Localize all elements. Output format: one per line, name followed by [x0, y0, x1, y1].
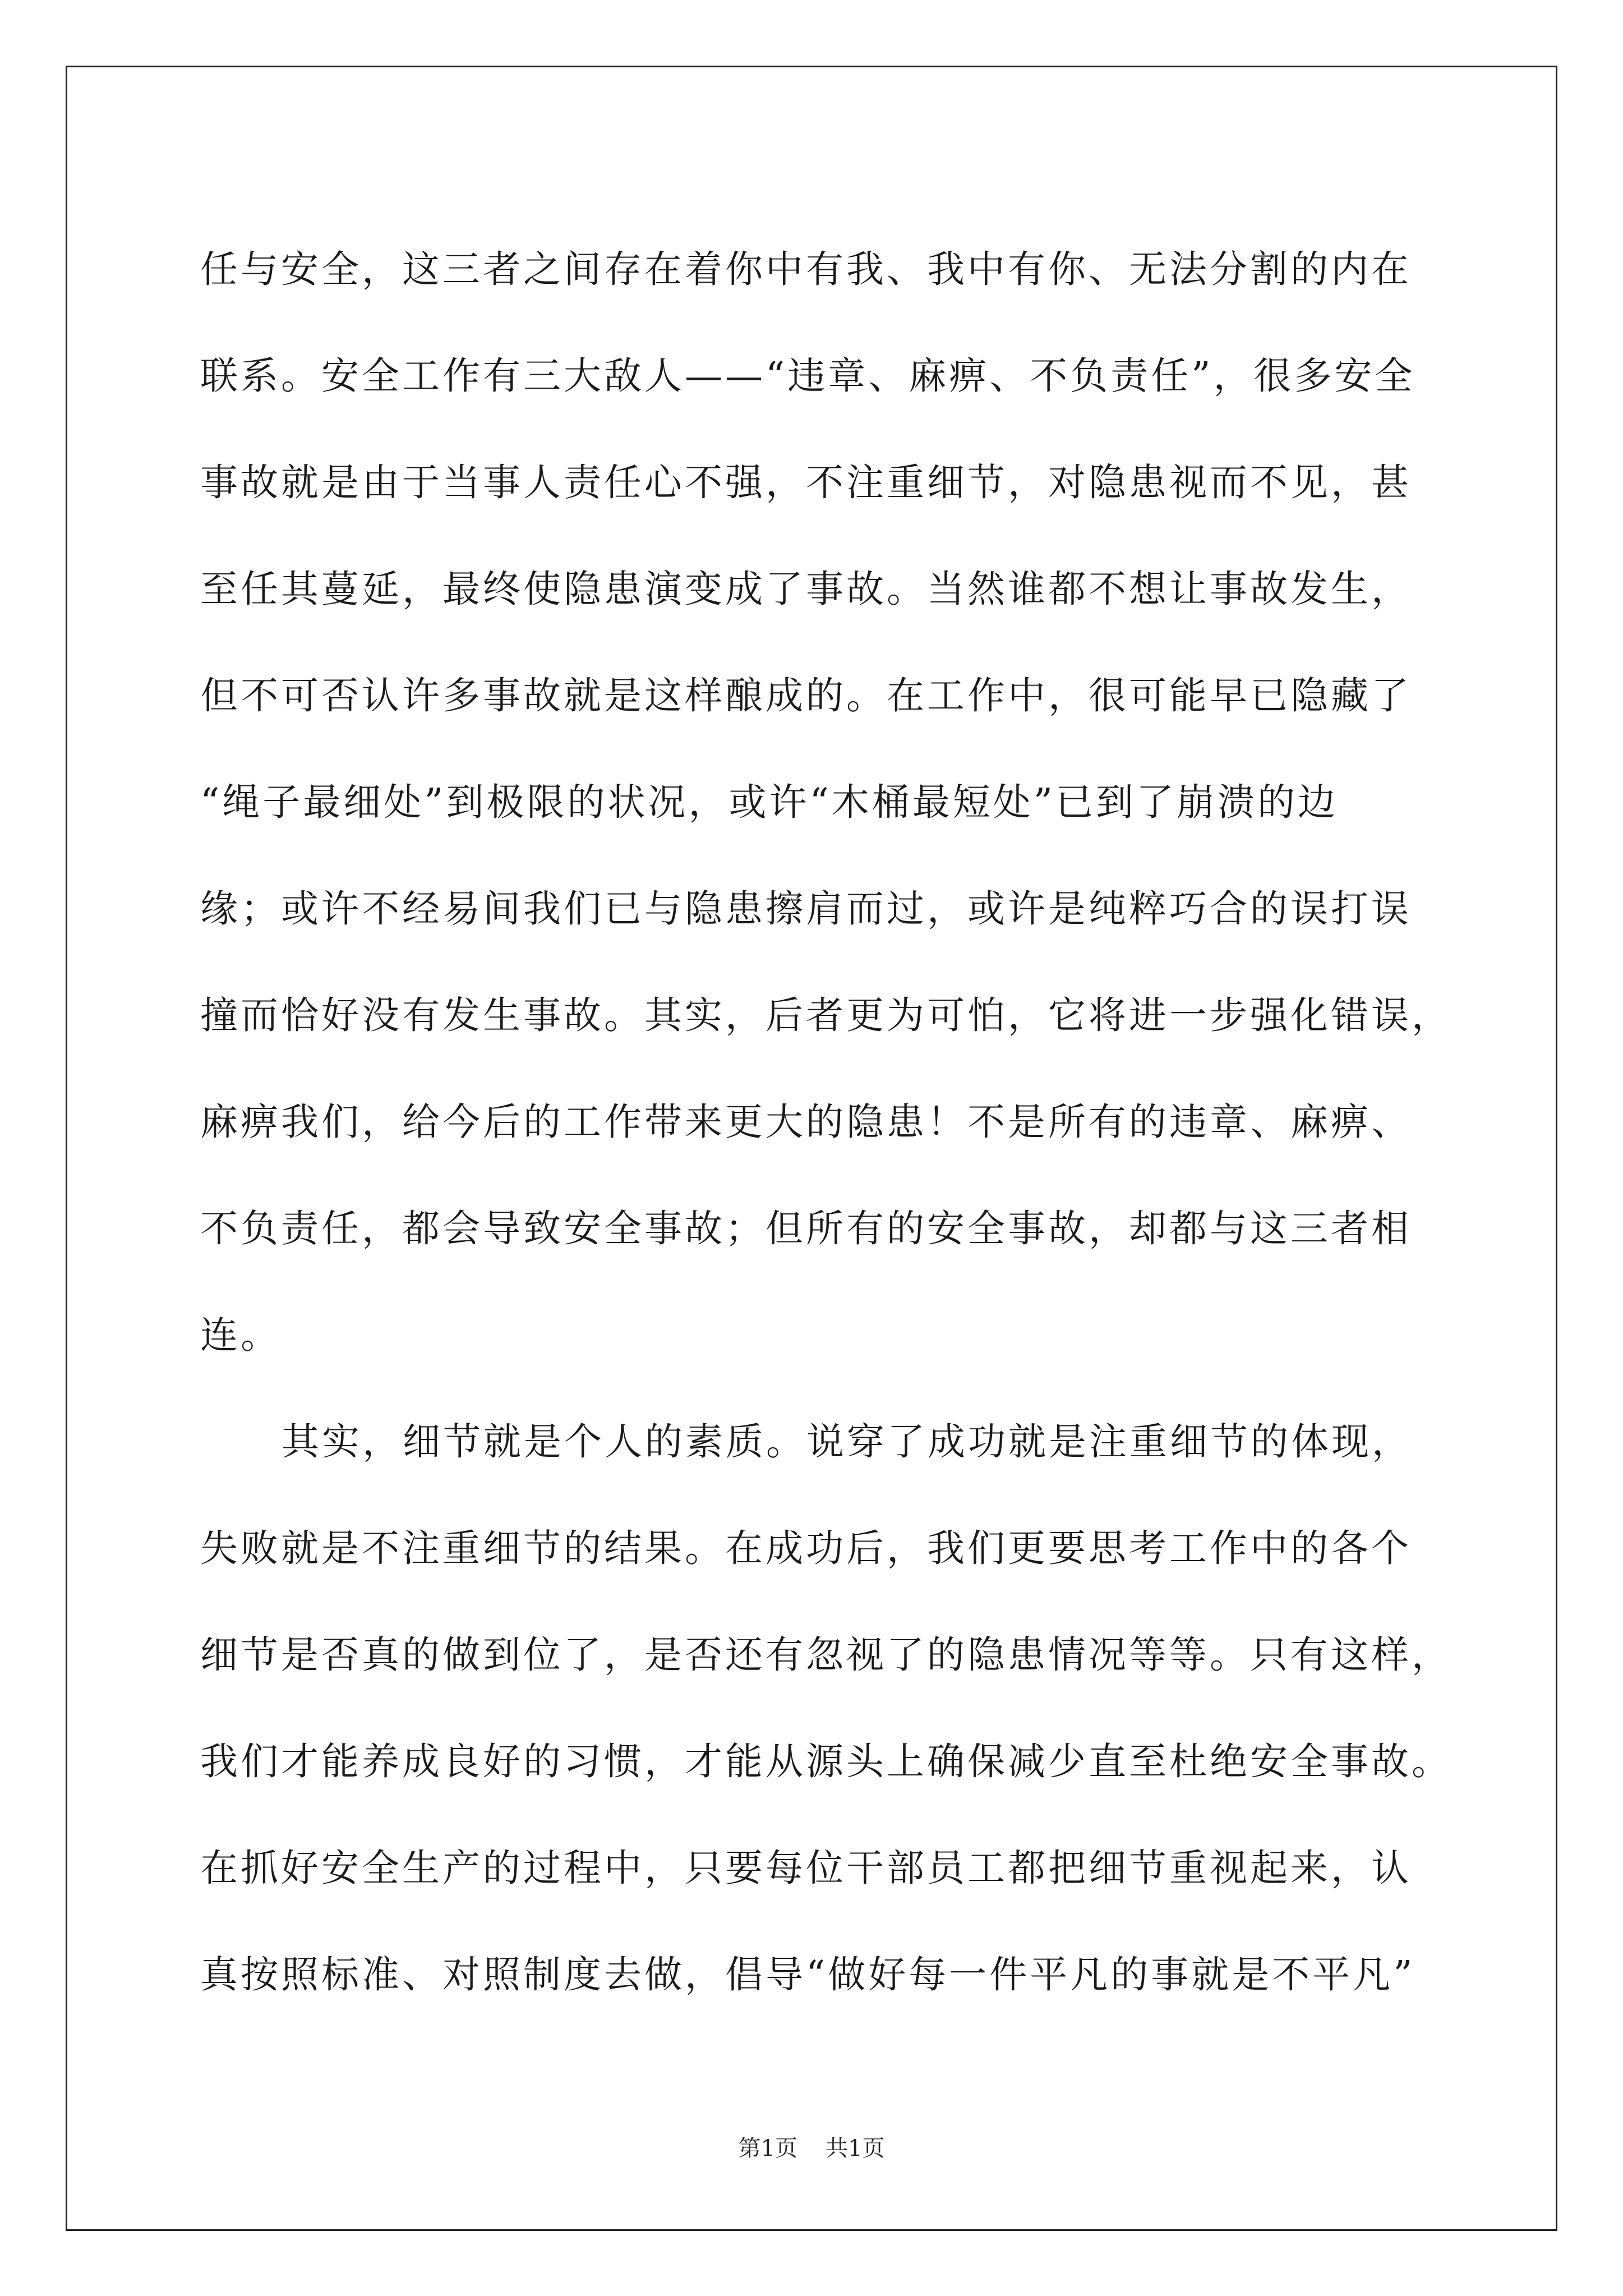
page-footer — [0, 2134, 1623, 2162]
text-line: 任与安全，这三者之间存在着你中有我、我中有你、无法分割的内在 — [200, 247, 1412, 291]
text-line: “绳子最细处”到极限的状况，或许“木桶最短处”已到了崩溃的边 — [200, 780, 1339, 824]
paragraph-2 — [200, 1388, 1452, 2028]
text-line: 撞而恰好没有发生事故。其实，后者更为可怕，它将进一步强化错误， — [200, 993, 1452, 1037]
text-line: 联系。安全工作有三大敌人——“违章、麻痹、不负责任”，很多安全 — [200, 354, 1415, 398]
document-body — [200, 216, 1452, 2028]
text-line: 细节是否真的做到位了，是否还有忽视了的隐患情况等等。只有这样， — [200, 1633, 1452, 1677]
text-line: 麻痹我们，给今后的工作带来更大的隐患！不是所有的违章、麻痹、 — [200, 1100, 1412, 1144]
paragraph-1 — [200, 216, 1452, 1388]
text-line: 失败就是不注重细节的结果。在成功后，我们更要思考工作中的各个 — [200, 1526, 1412, 1570]
page-number-current: 第1页 — [738, 2136, 797, 2161]
text-line: 连。 — [200, 1313, 281, 1357]
text-line: 不负责任，都会导致安全事故；但所有的安全事故，却都与这三者相 — [200, 1207, 1412, 1250]
text-line: 我们才能养成良好的习惯，才能从源头上确保减少直至杜绝安全事故。 — [200, 1740, 1452, 1783]
text-line: 缘；或许不经易间我们已与隐患擦肩而过，或许是纯粹巧合的误打误 — [200, 887, 1412, 931]
page-number-total: 共1页 — [826, 2136, 885, 2161]
text-line: 真按照标准、对照制度去做，倡导“做好每一件平凡的事就是不平凡” — [200, 1953, 1415, 1996]
text-line-indented: 其实，细节就是个人的素质。说穿了成功就是注重细节的体现， — [282, 1420, 1412, 1464]
text-line: 至任其蔓延，最终使隐患演变成了事故。当然谁都不想让事故发生， — [200, 567, 1412, 611]
text-line: 在抓好安全生产的过程中，只要每位干部员工都把细节重视起来，认 — [200, 1846, 1412, 1890]
text-line: 事故就是由于当事人责任心不强，不注重细节，对隐患视而不见，甚 — [200, 461, 1412, 504]
text-line: 但不可否认许多事故就是这样酿成的。在工作中，很可能早已隐藏了 — [200, 674, 1412, 717]
